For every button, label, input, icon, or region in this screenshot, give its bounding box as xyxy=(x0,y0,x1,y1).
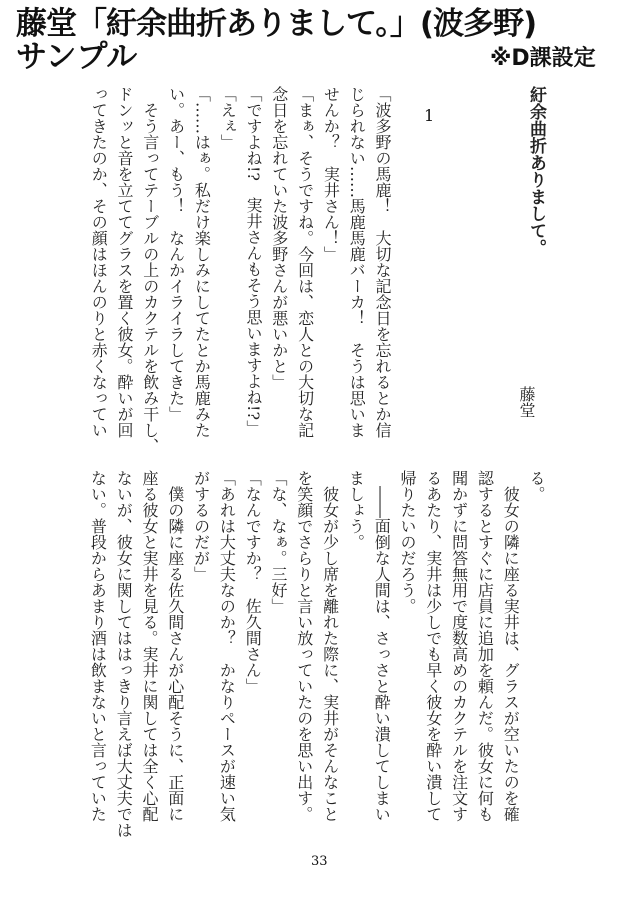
text-column: ない。普段からあまり酒は飲まないと言っていた xyxy=(88,470,108,822)
text-column: 彼女が少し席を離れた際に、実井がそんなこと xyxy=(320,470,340,822)
text-column: 「波多野の馬鹿！ 大切な記念日を忘れるとか信 xyxy=(373,86,392,438)
text-column: い。あー、もう！ なんかイライラしてきた」 xyxy=(166,86,186,422)
text-column: 「な、なぁ。三好」 xyxy=(269,470,288,614)
text-column: る。 xyxy=(527,470,546,502)
text-column: 「なんですか？ 佐久間さん」 xyxy=(243,470,263,694)
text-column: 「まぁ、そうですね。今回は、恋人との大切な記 xyxy=(295,86,315,438)
text-column: 「あれは大丈夫なのか？ かなりペースが速い気 xyxy=(217,470,237,822)
text-column: 「……はぁ。私だけ楽しみにしてたとか馬鹿みた xyxy=(192,86,212,438)
text-column: じられない……馬鹿馬鹿バーカ！ そうは思いま xyxy=(347,86,367,438)
text-column: ドンッと音を立ててグラスを置く彼女。酔いが回 xyxy=(115,86,134,438)
text-column: ってきたのか、その顔はほんのりと赤くなってい xyxy=(89,86,109,438)
text-column: 僕の隣に座る佐久間さんが心配そうに、正面に xyxy=(165,470,185,822)
text-column: 「えぇ」 xyxy=(218,86,238,150)
header-note: ※D課設定 xyxy=(490,46,596,71)
text-column: 座る彼女と実井を見る。実井に関しては全く心配 xyxy=(140,470,159,822)
page-number: 33 xyxy=(311,854,328,869)
text-column: ――面倒な人間は、さっさと酔い潰してしまい xyxy=(372,470,392,822)
text-column: 認するとすぐに店員に追加を頼んだ。彼女に何も xyxy=(475,470,495,822)
text-column: がするのだが」 xyxy=(191,470,211,582)
header-title: 藤堂「紆余曲折ありまして。」(波多野) xyxy=(16,6,537,42)
story-author: 藤堂 xyxy=(517,386,536,418)
text-column: を笑顔でさらりと言い放っていたのを思い出す。 xyxy=(294,470,314,822)
text-column: そう言ってテーブルの上のカクテルを飲み干し、 xyxy=(140,86,160,454)
text-column: ましょう。 xyxy=(346,470,366,550)
text-column: 帰りたいのだろう。 xyxy=(398,470,417,614)
chapter-number: 1 xyxy=(424,106,435,125)
text-column: 彼女の隣に座る実井は、グラスが空いたのを確 xyxy=(501,470,521,822)
story-title: 紆余曲折ありまして。 xyxy=(526,86,546,256)
text-column: るあたり、実井は少しでも早く彼女を酔い潰して xyxy=(423,470,443,822)
text-column: 「ですよね!? 実井さんもそう思いますよね!?」 xyxy=(244,86,263,437)
text-column: 聞かずに問答無用で度数高めのカクテルを注文す xyxy=(449,470,469,822)
header-subtitle: サンプル xyxy=(16,39,138,75)
text-column: ないが、彼女に関してははっきり言えば大丈夫では xyxy=(114,470,134,838)
text-column: せんか？ 実井さん！」 xyxy=(321,86,341,262)
text-column: 念日を忘れていた波多野さんが悪いかと」 xyxy=(269,86,289,390)
